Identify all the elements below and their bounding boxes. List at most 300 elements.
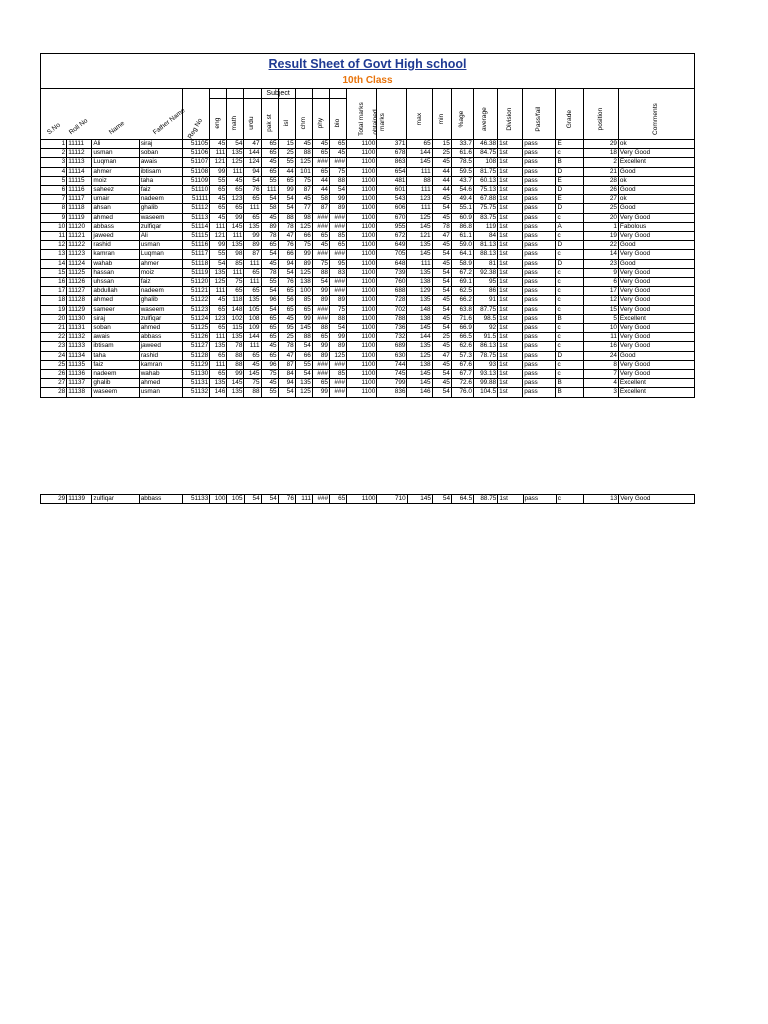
cell-father: ahmed xyxy=(139,379,182,388)
cell-urdu: 145 xyxy=(244,370,261,379)
cell-div: 1st xyxy=(498,158,523,167)
cell-name: waseem xyxy=(92,388,139,397)
cell-grade: E xyxy=(556,176,583,185)
cell-div: 1st xyxy=(498,342,523,351)
cell-father: ghalib xyxy=(139,296,182,305)
header-comments: Comments xyxy=(618,89,694,140)
cell-math: 65 xyxy=(227,287,244,296)
cell-roll: 11131 xyxy=(67,324,92,333)
cell-bio: ### xyxy=(329,158,346,167)
cell-urdu: 99 xyxy=(244,232,261,241)
cell-math: 105 xyxy=(227,494,244,503)
table-row xyxy=(41,388,695,397)
cell-avg: 95 xyxy=(473,278,497,287)
cell-phy: 65 xyxy=(312,379,329,388)
cell-urdu: 65 xyxy=(244,351,261,360)
cell-sno: 20 xyxy=(41,314,67,323)
table-row xyxy=(41,324,695,333)
cell-pos: 6 xyxy=(583,278,618,287)
cell-eng: 54 xyxy=(210,259,227,268)
cell-min: 54 xyxy=(432,278,451,287)
cell-pf: pass xyxy=(523,305,556,314)
cell-phy: 58 xyxy=(312,195,329,204)
cell-sno: 17 xyxy=(41,287,67,296)
table-row xyxy=(41,213,695,222)
cell-max: 123 xyxy=(407,195,432,204)
cell-phy: 45 xyxy=(312,241,329,250)
cell-eng: 45 xyxy=(210,213,227,222)
cell-name: moiz xyxy=(92,176,139,185)
cell-roll: 11132 xyxy=(67,333,92,342)
cell-div: 1st xyxy=(498,259,523,268)
cell-div: 1st xyxy=(498,167,523,176)
cell-obt: 744 xyxy=(377,360,407,369)
cell-total: 1100 xyxy=(347,149,377,158)
cell-phy: ### xyxy=(312,360,329,369)
cell-min: 54 xyxy=(432,268,451,277)
cell-pct: 57.3 xyxy=(451,351,473,360)
cell-grade: D xyxy=(556,186,583,195)
cell-pos: 8 xyxy=(583,360,618,369)
cell-bio: ### xyxy=(329,278,346,287)
cell-comment: Good xyxy=(618,351,694,360)
cell-div: 1st xyxy=(498,268,523,277)
header-math: math xyxy=(231,115,239,131)
cell-max: 145 xyxy=(407,324,432,333)
cell-pf: pass xyxy=(523,324,556,333)
cell-sno: 18 xyxy=(41,296,67,305)
cell-eng: 65 xyxy=(210,204,227,213)
cell-urdu: 111 xyxy=(244,278,261,287)
table-row xyxy=(41,379,695,388)
cell-max: 111 xyxy=(407,204,432,213)
cell-min: 45 xyxy=(432,360,451,369)
cell-isl: 84 xyxy=(278,370,295,379)
cell-bio: 89 xyxy=(329,204,346,213)
cell-math: 111 xyxy=(227,268,244,277)
cell-sno: 1 xyxy=(41,140,67,149)
header-grade: Grade xyxy=(556,89,583,140)
cell-chm: 111 xyxy=(295,494,312,503)
header-isl: isl xyxy=(282,119,290,127)
header-diagonal-group xyxy=(41,89,187,140)
cell-obt: 670 xyxy=(377,213,407,222)
cell-math: 123 xyxy=(227,195,244,204)
cell-total: 1100 xyxy=(347,388,377,397)
cell-eng: 146 xyxy=(210,388,227,397)
cell-grade: D xyxy=(556,167,583,176)
cell-name: zulfiqar xyxy=(92,494,139,503)
cell-pos: 21 xyxy=(583,167,618,176)
header-reg-no: Reg No xyxy=(182,89,209,140)
cell-roll: 11137 xyxy=(67,379,92,388)
cell-roll: 11139 xyxy=(67,494,92,503)
cell-reg: 51133 xyxy=(183,494,210,503)
cell-total: 1100 xyxy=(347,278,377,287)
cell-pct: 61.6 xyxy=(451,149,473,158)
cell-div: 1st xyxy=(498,140,523,149)
cell-father: moiz xyxy=(139,268,182,277)
cell-eng: 123 xyxy=(210,314,227,323)
cell-obt: 606 xyxy=(377,204,407,213)
header-position: position xyxy=(583,89,618,140)
cell-roll: 11138 xyxy=(67,388,92,397)
cell-chm: 45 xyxy=(295,195,312,204)
cell-comment: Very Good xyxy=(618,232,694,241)
cell-total: 1100 xyxy=(347,268,377,277)
cell-eng: 111 xyxy=(210,333,227,342)
cell-chm: 125 xyxy=(295,268,312,277)
cell-urdu: 124 xyxy=(244,158,261,167)
cell-grade: c xyxy=(556,305,583,314)
cell-pf: pass xyxy=(523,241,556,250)
cell-eng: 135 xyxy=(210,379,227,388)
cell-obt: 672 xyxy=(377,232,407,241)
cell-isl: 94 xyxy=(278,379,295,388)
cell-bio: ### xyxy=(329,222,346,231)
cell-pos: 11 xyxy=(583,333,618,342)
cell-obt: 705 xyxy=(377,250,407,259)
cell-bio: 88 xyxy=(329,176,346,185)
cell-obt: 702 xyxy=(377,305,407,314)
header-bio: bio xyxy=(333,118,341,128)
cell-eng: 111 xyxy=(210,360,227,369)
cell-min: 54 xyxy=(432,287,451,296)
cell-div: 1st xyxy=(498,388,523,397)
cell-math: 135 xyxy=(227,149,244,158)
cell-grade: D xyxy=(556,204,583,213)
cell-div: 1st xyxy=(498,213,523,222)
cell-pf: pass xyxy=(523,186,556,195)
cell-div: 1st xyxy=(498,149,523,158)
header-roll-no: Roll No xyxy=(67,117,90,137)
cell-urdu: 54 xyxy=(244,494,261,503)
cell-obt: 728 xyxy=(377,296,407,305)
cell-name: ahsan xyxy=(92,204,139,213)
cell-pct: 54.6 xyxy=(451,186,473,195)
cell-name: ibtisam xyxy=(92,342,139,351)
cell-pos: 18 xyxy=(583,149,618,158)
cell-comment: Very Good xyxy=(618,278,694,287)
cell-urdu: 144 xyxy=(244,149,261,158)
cell-max: 111 xyxy=(407,259,432,268)
cell-isl: 44 xyxy=(278,167,295,176)
cell-total: 1100 xyxy=(347,213,377,222)
cell-phy: ### xyxy=(312,250,329,259)
cell-math: 145 xyxy=(227,379,244,388)
cell-isl: 94 xyxy=(278,259,295,268)
cell-pf: pass xyxy=(523,204,556,213)
header-pass-fail: Pass/fail xyxy=(523,89,556,140)
cell-total: 1100 xyxy=(347,259,377,268)
table-row xyxy=(41,342,695,351)
cell-bio: ### xyxy=(329,250,346,259)
cell-pct: 67.2 xyxy=(451,268,473,277)
cell-min: 78 xyxy=(432,222,451,231)
cell-min: 54 xyxy=(432,494,451,503)
cell-name: Luqman xyxy=(92,158,139,167)
table-row xyxy=(41,360,695,369)
cell-comment: Very Good xyxy=(618,287,694,296)
cell-pf: pass xyxy=(523,333,556,342)
cell-name: nadeem xyxy=(92,370,139,379)
cell-urdu: 105 xyxy=(244,305,261,314)
cell-name: ahmer xyxy=(92,167,139,176)
cell-min: 15 xyxy=(432,140,451,149)
cell-pf: pass xyxy=(523,222,556,231)
cell-pf: pass xyxy=(523,370,556,379)
cell-math: 125 xyxy=(227,158,244,167)
cell-pak: 96 xyxy=(261,296,278,305)
cell-pos: 13 xyxy=(584,494,619,503)
cell-pct: 59.5 xyxy=(451,167,473,176)
cell-roll: 11111 xyxy=(67,140,92,149)
cell-pf: pass xyxy=(523,351,556,360)
cell-total: 1100 xyxy=(347,314,377,323)
cell-avg: 75.75 xyxy=(473,204,497,213)
cell-chm: 54 xyxy=(295,342,312,351)
cell-reg: 51129 xyxy=(182,360,209,369)
cell-total: 1100 xyxy=(347,360,377,369)
cell-sno: 28 xyxy=(41,388,67,397)
cell-reg: 51106 xyxy=(182,149,209,158)
cell-chm: 101 xyxy=(295,167,312,176)
cell-reg: 51115 xyxy=(182,232,209,241)
cell-bio: 65 xyxy=(329,241,346,250)
cell-avg: 119 xyxy=(473,222,497,231)
cell-bio: 88 xyxy=(329,314,346,323)
cell-total: 1100 xyxy=(347,494,377,503)
cell-min: 45 xyxy=(432,259,451,268)
cell-eng: 45 xyxy=(210,140,227,149)
cell-bio: 65 xyxy=(329,140,346,149)
cell-avg: 88.13 xyxy=(473,250,497,259)
cell-eng: 135 xyxy=(210,268,227,277)
table-row xyxy=(41,158,695,167)
last-row-table xyxy=(40,494,695,504)
cell-grade: c xyxy=(556,324,583,333)
cell-comment: Very Good xyxy=(618,213,694,222)
cell-comment: Very Good xyxy=(618,370,694,379)
cell-comment: Very Good xyxy=(618,250,694,259)
table-row xyxy=(41,241,695,250)
cell-avg: 67.88 xyxy=(473,195,497,204)
cell-eng: 65 xyxy=(210,351,227,360)
cell-pct: 67.7 xyxy=(451,370,473,379)
cell-bio: 85 xyxy=(329,232,346,241)
cell-father: nadeem xyxy=(139,195,182,204)
cell-max: 145 xyxy=(407,222,432,231)
cell-max: 135 xyxy=(407,342,432,351)
cell-pak: 96 xyxy=(261,360,278,369)
cell-sno: 25 xyxy=(41,360,67,369)
cell-pf: pass xyxy=(523,296,556,305)
cell-pct: 49.4 xyxy=(451,195,473,204)
table-row xyxy=(41,278,695,287)
cell-name: ahmed xyxy=(92,296,139,305)
cell-father: faiz xyxy=(139,186,182,195)
cell-reg: 51128 xyxy=(182,351,209,360)
cell-father: abbass xyxy=(139,494,182,503)
cell-comment: Good xyxy=(618,204,694,213)
cell-pos: 3 xyxy=(583,388,618,397)
cell-min: 47 xyxy=(432,351,451,360)
header-sno: S.No xyxy=(45,121,62,137)
cell-grade: B xyxy=(556,158,583,167)
cell-total: 1100 xyxy=(347,222,377,231)
cell-roll: 11122 xyxy=(67,241,92,250)
cell-bio: 45 xyxy=(329,149,346,158)
cell-eng: 45 xyxy=(210,296,227,305)
header-division: Division xyxy=(498,89,523,140)
cell-obt: 654 xyxy=(377,167,407,176)
cell-comment: Very Good xyxy=(618,342,694,351)
cell-isl: 56 xyxy=(278,296,295,305)
cell-chm: 85 xyxy=(295,296,312,305)
cell-min: 45 xyxy=(432,296,451,305)
header-phy: phy xyxy=(316,117,324,129)
cell-obt: 601 xyxy=(377,186,407,195)
cell-math: 85 xyxy=(227,259,244,268)
table-row xyxy=(41,167,695,176)
cell-math: 98 xyxy=(227,250,244,259)
cell-reg: 51120 xyxy=(182,278,209,287)
cell-grade: B xyxy=(556,314,583,323)
cell-phy: ### xyxy=(312,314,329,323)
cell-avg: 88.75 xyxy=(474,494,498,503)
cell-pos: 20 xyxy=(583,213,618,222)
cell-pak: 45 xyxy=(261,379,278,388)
cell-pak: 54 xyxy=(261,494,278,503)
cell-pf: pass xyxy=(523,167,556,176)
cell-comment: Very Good xyxy=(618,268,694,277)
cell-chm: 88 xyxy=(295,149,312,158)
cell-obt: 736 xyxy=(377,324,407,333)
cell-sno: 10 xyxy=(41,222,67,231)
cell-sno: 8 xyxy=(41,204,67,213)
table-row xyxy=(41,149,695,158)
cell-reg: 51117 xyxy=(182,250,209,259)
cell-eng: 65 xyxy=(210,370,227,379)
cell-name: ghalib xyxy=(92,379,139,388)
cell-name: kamran xyxy=(92,250,139,259)
cell-total: 1100 xyxy=(347,296,377,305)
cell-div: 1st xyxy=(498,232,523,241)
cell-phy: 89 xyxy=(312,351,329,360)
cell-grade: D xyxy=(556,259,583,268)
cell-phy: 88 xyxy=(312,268,329,277)
cell-sno: 24 xyxy=(41,351,67,360)
cell-math: 88 xyxy=(227,351,244,360)
table-row xyxy=(41,186,695,195)
cell-roll: 11120 xyxy=(67,222,92,231)
cell-total: 1100 xyxy=(347,140,377,149)
cell-chm: 65 xyxy=(295,305,312,314)
cell-obt: 788 xyxy=(377,314,407,323)
cell-pak: 55 xyxy=(261,388,278,397)
cell-sno: 6 xyxy=(41,186,67,195)
cell-avg: 81 xyxy=(473,259,497,268)
cell-div: 1st xyxy=(498,305,523,314)
cell-phy: ### xyxy=(312,158,329,167)
cell-phy: 99 xyxy=(312,388,329,397)
cell-name: saheez xyxy=(92,186,139,195)
cell-max: 145 xyxy=(407,250,432,259)
header-father-name: Father Name xyxy=(151,106,187,137)
cell-total: 1100 xyxy=(347,176,377,185)
cell-pf: pass xyxy=(523,278,556,287)
cell-chm: 135 xyxy=(295,379,312,388)
cell-obt: 678 xyxy=(377,149,407,158)
cell-min: 44 xyxy=(432,186,451,195)
cell-reg: 51112 xyxy=(182,204,209,213)
cell-eng: 111 xyxy=(210,222,227,231)
cell-math: 111 xyxy=(227,167,244,176)
cell-comment: Very Good xyxy=(618,360,694,369)
cell-isl: 54 xyxy=(278,204,295,213)
cell-reg: 51113 xyxy=(182,213,209,222)
cell-obt: 836 xyxy=(377,388,407,397)
cell-pak: 55 xyxy=(261,176,278,185)
cell-name: sameer xyxy=(92,305,139,314)
cell-total: 1100 xyxy=(347,250,377,259)
cell-eng: 65 xyxy=(210,324,227,333)
cell-chm: 98 xyxy=(295,213,312,222)
cell-sno: 5 xyxy=(41,176,67,185)
cell-pos: 10 xyxy=(583,324,618,333)
cell-comment: ok xyxy=(618,140,694,149)
cell-eng: 135 xyxy=(210,342,227,351)
table-row xyxy=(41,351,695,360)
cell-roll: 11123 xyxy=(67,250,92,259)
cell-reg: 51108 xyxy=(182,167,209,176)
cell-obt: 648 xyxy=(377,259,407,268)
cell-pos: 19 xyxy=(583,232,618,241)
cell-comment: Very Good xyxy=(618,333,694,342)
cell-avg: 86.13 xyxy=(473,342,497,351)
cell-pak: 65 xyxy=(261,333,278,342)
cell-pos: 15 xyxy=(583,305,618,314)
cell-pct: 64.1 xyxy=(451,250,473,259)
cell-min: 45 xyxy=(432,379,451,388)
header-urdu: urdu xyxy=(248,116,256,130)
cell-roll: 11125 xyxy=(67,268,92,277)
cell-isl: 87 xyxy=(278,360,295,369)
cell-comment: Good xyxy=(618,241,694,250)
cell-bio: ### xyxy=(329,213,346,222)
cell-obt: 955 xyxy=(377,222,407,231)
cell-min: 25 xyxy=(432,149,451,158)
cell-pos: 9 xyxy=(583,268,618,277)
cell-roll: 11133 xyxy=(67,342,92,351)
cell-eng: 125 xyxy=(210,278,227,287)
cell-sno: 11 xyxy=(41,232,67,241)
cell-name: rashid xyxy=(92,241,139,250)
cell-roll: 11135 xyxy=(67,360,92,369)
cell-roll: 11130 xyxy=(67,314,92,323)
cell-avg: 108 xyxy=(473,158,497,167)
cell-grade: D xyxy=(556,241,583,250)
header-row xyxy=(41,89,695,140)
cell-total: 1100 xyxy=(347,379,377,388)
cell-max: 145 xyxy=(407,494,432,503)
table-row xyxy=(41,195,695,204)
cell-avg: 92 xyxy=(473,324,497,333)
cell-bio: 89 xyxy=(329,342,346,351)
cell-avg: 87.75 xyxy=(473,305,497,314)
cell-chm: 125 xyxy=(295,158,312,167)
cell-grade: B xyxy=(556,388,583,397)
